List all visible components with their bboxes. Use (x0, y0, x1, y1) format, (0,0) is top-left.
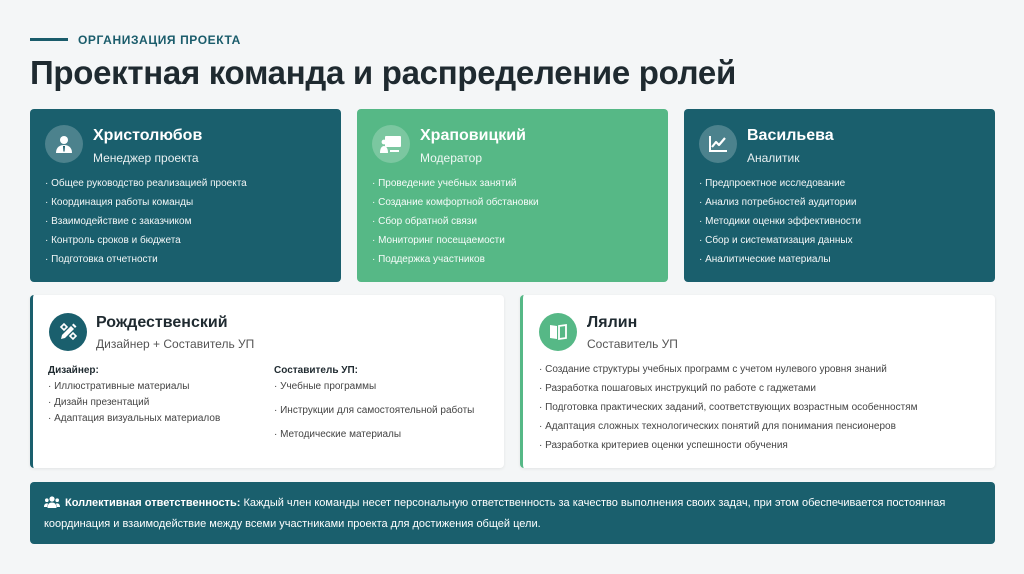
users-icon (44, 496, 60, 515)
member-role: Модератор (420, 151, 483, 165)
card-khrapovitsky (357, 109, 668, 282)
card-khristolyubov (30, 109, 341, 282)
card-vasilyeva (684, 109, 995, 282)
list-item: · Разработка критериев оценки успешности обучения (539, 436, 917, 455)
list-item: · Проведение учебных занятий (372, 174, 539, 193)
up-heading: Составитель УП: (274, 365, 358, 376)
list-item: · Адаптация сложных технологических понятий для понимания пенсионеров (539, 417, 917, 436)
list-item: · Дизайн презентаций (48, 395, 220, 411)
card-rozhdestvensky (30, 295, 504, 468)
presentation-icon (372, 125, 410, 163)
footer-label: Коллективная ответственность: (65, 497, 241, 509)
member-name: Васильева (747, 127, 834, 144)
member-name: Храповицкий (420, 127, 526, 144)
list-item: · Создание комфортной обстановки (372, 193, 539, 212)
eyebrow-accent-line (30, 38, 68, 41)
list-item: · Разработка пошаговых инструкций по работе с гаджетами (539, 379, 917, 398)
member-role: Менеджер проекта (93, 151, 199, 165)
book-icon (539, 313, 577, 351)
list-item: · Методические материалы (274, 427, 474, 451)
member-role: Дизайнер + Составитель УП (96, 337, 255, 351)
list-item: · Контроль сроков и бюджета (45, 231, 247, 250)
list-item: · Анализ потребностей аудитории (699, 193, 861, 212)
page-title: Проектная команда и распределение ролей (30, 54, 736, 91)
member-name: Рождественский (96, 314, 228, 331)
card-lyalin (520, 295, 995, 468)
member-role: Аналитик (747, 151, 800, 165)
list-item: · Общее руководство реализацией проекта (45, 174, 247, 193)
list-item: · Адаптация визуальных материалов (48, 411, 220, 427)
chart-line-icon (699, 125, 737, 163)
list-item: · Взаимодействие с заказчиком (45, 212, 247, 231)
list-item: · Сбор обратной связи (372, 212, 539, 231)
list-item: · Мониторинг посещаемости (372, 231, 539, 250)
task-list (699, 174, 861, 269)
list-item: · Сбор и систематизация данных (699, 231, 861, 250)
list-item: · Аналитические материалы (699, 250, 861, 269)
list-item: · Создание структуры учебных программ с учетом нулевого уровня знаний (539, 360, 917, 379)
member-name: Лялин (587, 314, 638, 331)
member-role: Составитель УП (587, 337, 678, 351)
design-tools-icon (49, 313, 87, 351)
task-list (372, 174, 539, 269)
list-item: · Методики оценки эффективности (699, 212, 861, 231)
user-icon (45, 125, 83, 163)
list-item: · Подготовка отчетности (45, 250, 247, 269)
list-item: · Учебные программы (274, 379, 474, 403)
designer-task-list (48, 379, 220, 427)
list-item: · Иллюстративные материалы (48, 379, 220, 395)
task-list (45, 174, 247, 269)
list-item: · Подготовка практических заданий, соответствующих возрастным особенностям (539, 398, 917, 417)
list-item: · Поддержка участников (372, 250, 539, 269)
designer-heading: Дизайнер: (48, 365, 99, 376)
list-item: · Координация работы команды (45, 193, 247, 212)
section-eyebrow: ОРГАНИЗАЦИЯ ПРОЕКТА (78, 33, 241, 47)
up-task-list (274, 379, 474, 451)
collective-responsibility-banner (30, 482, 995, 544)
list-item: · Предпроектное исследование (699, 174, 861, 193)
footer-text: Каждый член команды несет персональную ответственность за качество выполнения своих задач, при этом обеспечивается постоянная координация и взаимодействие между всеми участниками проекта для достижения общей цели. (44, 497, 946, 530)
list-item: · Инструкции для самостоятельной работы (274, 403, 474, 427)
member-name: Христолюбов (93, 127, 203, 144)
task-list (539, 360, 917, 455)
